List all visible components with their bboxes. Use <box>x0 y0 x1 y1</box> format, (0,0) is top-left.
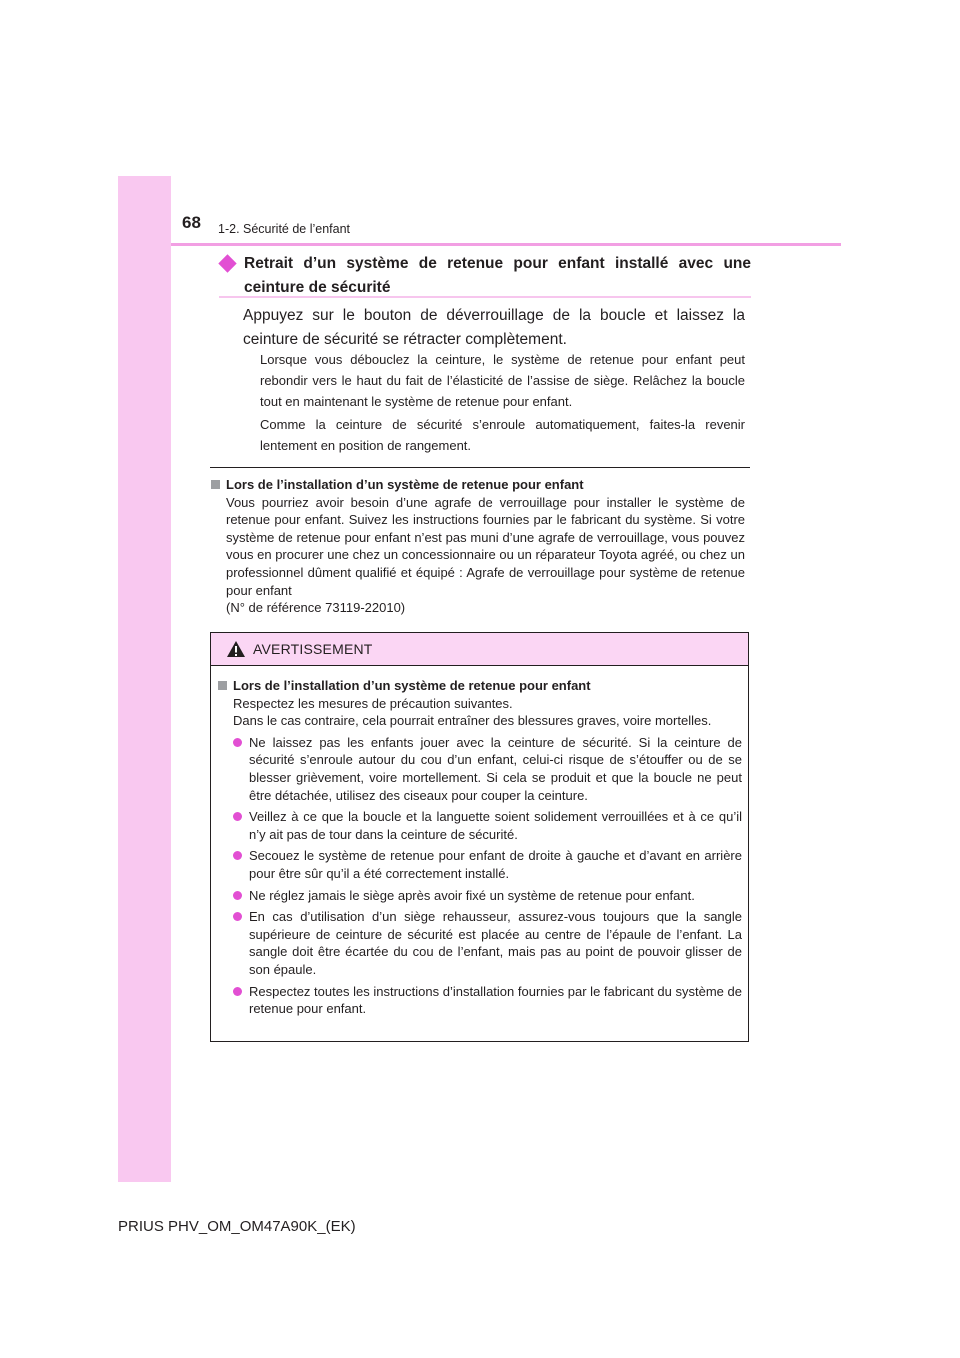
dot-bullet-icon <box>233 987 242 996</box>
warning-bullet <box>233 908 742 978</box>
note-paragraph: Lorsque vous débouclez la ceinture, le système de retenue pour enfant peut rebondir vers le haut du fait de l’élasticité de l’assise de siège. Relâchez la boucle tout en maintenant le système de retenue pour enfant. <box>260 352 745 409</box>
bullet-text: Veillez à ce que la boucle et la languette soient solidement verrouillées et à ce qu’il n’y ait pas de tour dans la ceinture de sécurité. <box>249 809 742 842</box>
bullet-text: Secouez le système de retenue pour enfant de droite à gauche et d’avant en arrière pour être sûr qu’il a été correctement installé. <box>249 848 742 881</box>
warning-subtitle-text: Lors de l’installation d’un système de retenue pour enfant <box>233 678 591 693</box>
bullet-text: Ne laissez pas les enfants jouer avec la ceinture de sécurité. Si la ceinture de sécurité s’enroule autour du cou d’un enfant, celui-ci risque de s’étouffer ou de se blesser grièvement, voire mortellement. Si cela se produit et que la boucle ne peut être détachée, utilisez des ciseaux pour couper la ceinture. <box>249 734 742 803</box>
bullet-text: Respectez toutes les instructions d’installation fournies par le fabricant du système de retenue pour enfant. <box>249 983 742 1017</box>
dot-bullet-icon <box>233 912 242 921</box>
heading-rule <box>219 296 751 298</box>
bullet-text: Ne réglez jamais le siège après avoir fixé un système de retenue pour enfant. <box>249 887 695 903</box>
dot-bullet-icon <box>233 891 242 900</box>
bullet-text: En cas d’utilisation d’un siège rehausseur, assurez-vous toujours que la sangle supérieure de ceinture de sécurité est placée au centre de l’épaule de l’enfant. La sangle doit être écartée du cou de l’enfant, mais pas au point de pouvoir glisser de son épaule. <box>249 909 742 977</box>
warning-bullet <box>233 808 742 843</box>
warning-title: AVERTISSEMENT <box>253 641 373 657</box>
info-title <box>210 476 745 494</box>
warning-bullet <box>233 983 742 1018</box>
info-title-text: Lors de l’installation d’un système de retenue pour enfant <box>226 477 584 492</box>
warning-bullet <box>233 887 742 905</box>
warning-header <box>211 633 748 666</box>
warning-box <box>210 632 749 1042</box>
square-bullet-icon <box>218 681 227 690</box>
header-rule <box>171 243 841 246</box>
info-body: Vous pourriez avoir besoin d’une agrafe de verrouillage pour installer le système de retenue pour enfant. Suivez les instructions fournies par le fabricant du système. Si votre système de retenue pour enfant n’est pas muni d’une agrafe de verrouillage, vous pouvez vous en procurer une chez un concessionnaire ou un réparateur Toyota agréé, ou chez un professionnel dûment qualifié et équipé : Agrafe de verrouillage pour système de retenue pour enfant <box>226 494 745 598</box>
warning-bullet <box>233 734 742 804</box>
section-divider <box>210 467 750 468</box>
warning-intro: Dans le cas contraire, cela pourrait entraîner des blessures graves, voire mortelles. <box>233 713 712 729</box>
note-paragraph: Comme la ceinture de sécurité s’enroule automatiquement, faites-la revenir lentement en position de rangement. <box>260 417 745 453</box>
square-bullet-icon <box>211 480 220 489</box>
dot-bullet-icon <box>233 851 242 860</box>
info-block <box>210 476 745 617</box>
section-heading <box>219 252 751 300</box>
warning-subtitle <box>217 677 742 695</box>
diamond-bullet-icon <box>218 254 236 272</box>
dot-bullet-icon <box>233 812 242 821</box>
warning-triangle-icon <box>226 640 246 658</box>
warning-intro: Respectez les mesures de précaution suivantes. <box>233 695 513 711</box>
page-number: 68 <box>182 213 201 232</box>
warning-content <box>211 666 748 1018</box>
heading-text: Retrait d’un système de retenue pour enfant installé avec une ceinture de sécurité <box>244 255 751 296</box>
section-label: 1-2. Sécurité de l’enfant <box>218 222 351 236</box>
info-reference: (N° de référence 73119-22010) <box>226 600 406 616</box>
lead-instruction: Appuyez sur le bouton de déverrouillage de la boucle et laissez la ceinture de sécurité se rétracter complètement. <box>243 307 745 348</box>
dot-bullet-icon <box>233 738 242 747</box>
warning-bullet <box>233 847 742 882</box>
footer-doc-code: PRIUS PHV_OM_OM47A90K_(EK) <box>118 1218 356 1235</box>
side-tab-band <box>118 176 171 1182</box>
